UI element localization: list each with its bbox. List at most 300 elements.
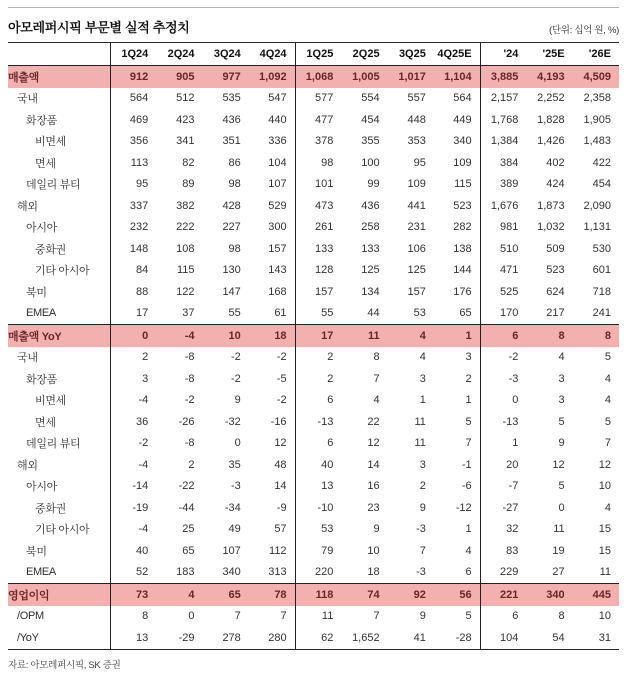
cell: -2	[231, 372, 241, 385]
cell: 17	[295, 325, 341, 347]
cell: 4	[373, 394, 380, 407]
cell: 1,676	[480, 195, 526, 217]
cell: 12	[274, 437, 287, 450]
cell: 1,905	[583, 113, 611, 126]
cell: 512	[176, 92, 195, 105]
cell: 7	[373, 372, 380, 385]
cell: 436	[361, 199, 380, 212]
cell: 3	[558, 372, 565, 385]
cell: 6	[465, 566, 472, 579]
cell: 231	[407, 221, 426, 234]
row-label: EMEA	[26, 307, 56, 320]
cell: 1,131	[583, 221, 611, 234]
cell: 378	[295, 131, 341, 153]
cell: 22	[367, 415, 380, 428]
cell: 454	[361, 113, 380, 126]
cell: 547	[268, 92, 287, 105]
cell: 11	[553, 523, 565, 536]
cell: 1,032	[537, 221, 565, 234]
cell: 14	[274, 480, 287, 493]
cell: 133	[361, 242, 380, 255]
cell: 115	[454, 178, 472, 191]
cell: -2	[110, 433, 156, 455]
cell: 6	[295, 390, 341, 412]
table-row	[8, 390, 619, 412]
cell: -8	[184, 351, 195, 364]
cell: 36	[110, 411, 156, 433]
cell: 101	[295, 174, 341, 196]
cell: -8	[184, 372, 195, 385]
cell: 19	[552, 544, 565, 557]
cell: 355	[361, 135, 380, 148]
cell: 20	[480, 454, 526, 476]
row-label: 매출액 YoY	[8, 325, 110, 347]
cell: 0	[110, 325, 156, 347]
cell: 133	[295, 238, 341, 260]
cell: 530	[592, 242, 611, 255]
cell: 529	[268, 199, 287, 212]
cell: 78	[249, 584, 295, 606]
cell: 389	[480, 174, 526, 196]
cell: 23	[367, 501, 380, 514]
cell: 7	[604, 437, 611, 450]
cell: 2,157	[480, 88, 526, 110]
cell: 454	[592, 178, 611, 191]
table-row	[8, 347, 619, 369]
row-label: 기타 아시아	[35, 524, 90, 537]
cell: 2,358	[583, 92, 611, 105]
cell: 98	[228, 242, 241, 255]
cell: 73	[110, 584, 156, 606]
cell: 258	[361, 221, 380, 234]
cell: 422	[592, 156, 611, 169]
cell: 1,017	[388, 66, 434, 88]
row-label: 매출액	[8, 66, 110, 88]
cell: 1	[465, 394, 472, 407]
cell: 4	[558, 351, 565, 364]
cell: 147	[222, 285, 241, 298]
cell: 107	[268, 178, 287, 191]
cell: 108	[176, 242, 195, 255]
cell: -4	[156, 325, 202, 347]
cell: -2	[276, 394, 287, 407]
cell: 445	[573, 584, 619, 606]
cell: 40	[295, 454, 341, 476]
cell: 55	[228, 307, 241, 320]
cell: -13	[480, 411, 526, 433]
row-label: 화장품	[26, 114, 57, 127]
cell: 14	[367, 458, 380, 471]
cell: 118	[295, 584, 341, 606]
cell: 1,104	[434, 66, 480, 88]
cell: -1	[461, 458, 472, 471]
cell: 27	[552, 566, 565, 579]
table-row	[8, 627, 619, 649]
cell: 17	[110, 303, 156, 325]
source-note: 자료: 아모레퍼시픽, SK 증권	[8, 659, 121, 671]
cell: 41	[388, 627, 434, 649]
cell: 9	[419, 501, 426, 514]
cell: -4	[110, 519, 156, 541]
row-label: 면세	[35, 157, 56, 170]
cell: -3	[480, 368, 526, 390]
cell: 510	[480, 238, 526, 260]
column-header: 4Q25E	[434, 43, 480, 66]
cell: 221	[480, 584, 526, 606]
cell: 13	[110, 627, 156, 649]
column-header-row	[8, 43, 619, 66]
cell: 0	[188, 610, 195, 623]
cell: 4	[604, 372, 611, 385]
cell: 125	[407, 264, 426, 277]
cell: 912	[110, 66, 156, 88]
cell: 440	[268, 113, 287, 126]
cell: 227	[222, 221, 241, 234]
cell: 2	[419, 480, 426, 493]
row-label: 데일리 뷰티	[26, 438, 81, 451]
cell: 313	[268, 566, 287, 579]
cell: 2	[465, 372, 472, 385]
row-label: 국내	[17, 352, 38, 365]
cell: 10	[203, 325, 249, 347]
cell: 7	[280, 610, 287, 623]
cell: 113	[110, 152, 156, 174]
cell: 905	[156, 66, 202, 88]
cell: 2	[295, 368, 341, 390]
cell: 300	[268, 221, 287, 234]
column-header: '24	[480, 43, 526, 66]
cell: 1,005	[341, 66, 387, 88]
cell: 7	[234, 610, 241, 623]
cell: 65	[182, 544, 195, 557]
row-label: 국내	[17, 93, 38, 106]
table-row	[8, 454, 619, 476]
cell: 7	[465, 437, 472, 450]
column-header: 4Q24	[249, 43, 295, 66]
row-label: 면세	[35, 416, 56, 429]
cell: 10	[367, 544, 380, 557]
cell: 84	[110, 260, 156, 282]
cell: 353	[407, 135, 426, 148]
cell: 471	[480, 260, 526, 282]
cell: 384	[480, 152, 526, 174]
cell: 8	[573, 325, 619, 347]
column-header: 1Q24	[110, 43, 156, 66]
cell: 5	[604, 351, 611, 364]
cell: 4	[604, 394, 611, 407]
cell: -2	[480, 347, 526, 369]
table-row	[8, 195, 619, 217]
cell: 1,828	[537, 113, 565, 126]
row-label: 해외	[17, 459, 38, 472]
cell: 554	[361, 92, 380, 105]
cell: -16	[270, 415, 287, 428]
cell: 1	[434, 325, 480, 347]
row-label: 기타 아시아	[35, 265, 90, 278]
cell: 340	[453, 135, 472, 148]
cell: 1,768	[480, 109, 526, 131]
cell: 15	[598, 544, 611, 557]
cell: 40	[110, 540, 156, 562]
cell: 86	[228, 156, 241, 169]
cell: -6	[461, 480, 472, 493]
cell: 11	[341, 325, 387, 347]
cell: -2	[231, 351, 241, 364]
cell: 2	[110, 347, 156, 369]
cell: 282	[453, 221, 472, 234]
cell: -19	[110, 497, 156, 519]
cell: 535	[222, 92, 241, 105]
cell: -44	[178, 501, 195, 514]
cell: -12	[455, 501, 472, 514]
cell: 130	[222, 264, 241, 277]
column-header: 3Q24	[203, 43, 249, 66]
table-row	[8, 411, 619, 433]
cell: 3	[419, 458, 426, 471]
cell: 6	[480, 325, 526, 347]
cell: 217	[546, 307, 565, 320]
row-label: 비면세	[35, 136, 66, 149]
cell: 441	[407, 199, 426, 212]
top-divider	[8, 7, 619, 8]
cell: 95	[110, 174, 156, 196]
cell: 448	[407, 113, 426, 126]
cell: 92	[388, 584, 434, 606]
cell: 157	[268, 242, 287, 255]
cell: 449	[453, 113, 472, 126]
cell: 1,483	[583, 135, 611, 148]
cell: 1	[419, 394, 426, 407]
cell: 104	[268, 156, 287, 169]
cell: 115	[176, 264, 195, 277]
row-label: 해외	[17, 200, 38, 213]
cell: -14	[110, 476, 156, 498]
cell: 143	[268, 264, 287, 277]
cell: 1,092	[249, 66, 295, 88]
cell: 564	[110, 88, 156, 110]
table-row	[8, 606, 619, 628]
cell: 11	[414, 415, 426, 428]
cell: 18	[367, 566, 380, 579]
cell: 1	[480, 433, 526, 455]
cell: 477	[295, 109, 341, 131]
cell: 718	[592, 285, 611, 298]
cell: 168	[268, 285, 287, 298]
cell: 9	[419, 610, 426, 623]
cell: 170	[480, 303, 526, 325]
cell: 49	[228, 523, 241, 536]
table-row	[8, 174, 619, 196]
cell: 10	[598, 610, 611, 623]
cell: 95	[413, 156, 426, 169]
cell: -7	[480, 476, 526, 498]
cell: 577	[295, 88, 341, 110]
cell: 0	[234, 437, 241, 450]
cell: 176	[453, 285, 472, 298]
table-row	[8, 217, 619, 239]
cell: 183	[176, 566, 195, 579]
financial-table	[8, 43, 619, 650]
cell: -27	[480, 497, 526, 519]
cell: 134	[361, 285, 380, 298]
column-header: 2Q24	[156, 43, 202, 66]
cell: 18	[249, 325, 295, 347]
cell: 2	[295, 347, 341, 369]
cell: 232	[110, 217, 156, 239]
cell: 336	[268, 135, 287, 148]
cell: 4	[465, 544, 472, 557]
cell: 340	[526, 584, 572, 606]
cell: 280	[249, 627, 295, 649]
cell: 337	[110, 195, 156, 217]
cell: 564	[453, 92, 472, 105]
cell: 52	[110, 562, 156, 584]
cell: 981	[480, 217, 526, 239]
cell: 9	[234, 394, 241, 407]
cell: 624	[546, 285, 565, 298]
cell: 16	[367, 480, 380, 493]
cell: 109	[407, 178, 426, 191]
cell: 3	[465, 351, 472, 364]
cell: 4	[604, 501, 611, 514]
cell: 3	[110, 368, 156, 390]
table-row	[8, 152, 619, 174]
row-label: /OPM	[17, 610, 44, 623]
cell: -29	[156, 627, 202, 649]
table-row	[8, 281, 619, 303]
table-title: 아모레퍼시픽 부문별 실적 추정치	[8, 20, 190, 35]
cell: 53	[295, 519, 341, 541]
cell: 9	[558, 437, 565, 450]
cell: 157	[295, 281, 341, 303]
cell: 1,873	[537, 199, 565, 212]
cell: 4,509	[573, 66, 619, 88]
cell: 6	[295, 433, 341, 455]
cell: 65	[459, 307, 472, 320]
cell: 523	[546, 264, 565, 277]
cell: -13	[295, 411, 341, 433]
cell: 340	[222, 566, 241, 579]
cell: -22	[178, 480, 195, 493]
cell: 424	[546, 178, 565, 191]
cell: 37	[182, 307, 195, 320]
cell: 428	[222, 199, 241, 212]
table-row	[8, 476, 619, 498]
summary-table-row	[8, 66, 619, 88]
cell: 7	[373, 610, 380, 623]
cell: -28	[434, 627, 480, 649]
unit-note: (단위: 십억 원, %)	[549, 25, 619, 36]
cell: 31	[573, 627, 619, 649]
cell: 5	[604, 415, 611, 428]
cell: -3	[416, 566, 426, 579]
table-row	[8, 131, 619, 153]
cell: 220	[295, 562, 341, 584]
cell: 100	[361, 156, 380, 169]
table-row	[8, 260, 619, 282]
cell: 138	[453, 242, 472, 255]
cell: -8	[184, 437, 195, 450]
cell: 65	[203, 584, 249, 606]
cell: 2,090	[583, 199, 611, 212]
cell: 12	[367, 437, 380, 450]
table-body	[8, 66, 619, 650]
cell: 402	[546, 156, 565, 169]
cell: 241	[592, 307, 611, 320]
table-row	[8, 368, 619, 390]
cell: 4	[388, 325, 434, 347]
cell: 6	[480, 606, 526, 628]
cell: 89	[182, 178, 195, 191]
row-label: 북미	[26, 286, 47, 299]
cell: 56	[434, 584, 480, 606]
cell: -4	[110, 390, 156, 412]
column-header: 1Q25	[295, 43, 341, 66]
cell: -2	[276, 351, 287, 364]
cell: 341	[176, 135, 195, 148]
cell: 523	[453, 199, 472, 212]
cell: 2	[188, 458, 195, 471]
cell: 356	[110, 131, 156, 153]
cell: -2	[184, 394, 195, 407]
cell: 11	[295, 606, 341, 628]
cell: 62	[295, 627, 341, 649]
row-label: 중화권	[35, 502, 66, 515]
cell: -5	[276, 372, 287, 385]
cell: 144	[453, 264, 472, 277]
cell: 557	[407, 92, 426, 105]
cell: 4,193	[526, 66, 572, 88]
cell: 5	[465, 415, 472, 428]
cell: 57	[274, 523, 287, 536]
cell: 1,068	[295, 66, 341, 88]
cell: 148	[110, 238, 156, 260]
cell: 157	[407, 285, 426, 298]
cell: 0	[480, 390, 526, 412]
cell: 3	[558, 394, 565, 407]
cell: 83	[480, 540, 526, 562]
cell: 0	[558, 501, 565, 514]
cell: 8	[526, 325, 572, 347]
cell: 1	[465, 523, 472, 536]
cell: 74	[341, 584, 387, 606]
row-label: EMEA	[26, 566, 56, 579]
cell: 1,426	[537, 135, 565, 148]
cell: 53	[413, 307, 426, 320]
cell: 8	[373, 351, 380, 364]
cell: 1,652	[341, 627, 387, 649]
row-label: 비면세	[35, 395, 66, 408]
cell: 79	[295, 540, 341, 562]
cell: 525	[480, 281, 526, 303]
cell: 88	[110, 281, 156, 303]
cell: 12	[552, 458, 565, 471]
cell: 112	[269, 544, 287, 557]
table-header-bar	[8, 15, 619, 43]
cell: 44	[367, 307, 380, 320]
cell: 13	[295, 476, 341, 498]
cell: 5	[558, 480, 565, 493]
cell: 4	[156, 584, 202, 606]
cell: 4	[419, 351, 426, 364]
cell: 222	[176, 221, 195, 234]
cell: -34	[224, 501, 241, 514]
cell: -4	[110, 454, 156, 476]
summary-table-row	[8, 584, 619, 606]
cell: 1,384	[480, 131, 526, 153]
cell: 7	[419, 544, 426, 557]
table-row	[8, 540, 619, 562]
